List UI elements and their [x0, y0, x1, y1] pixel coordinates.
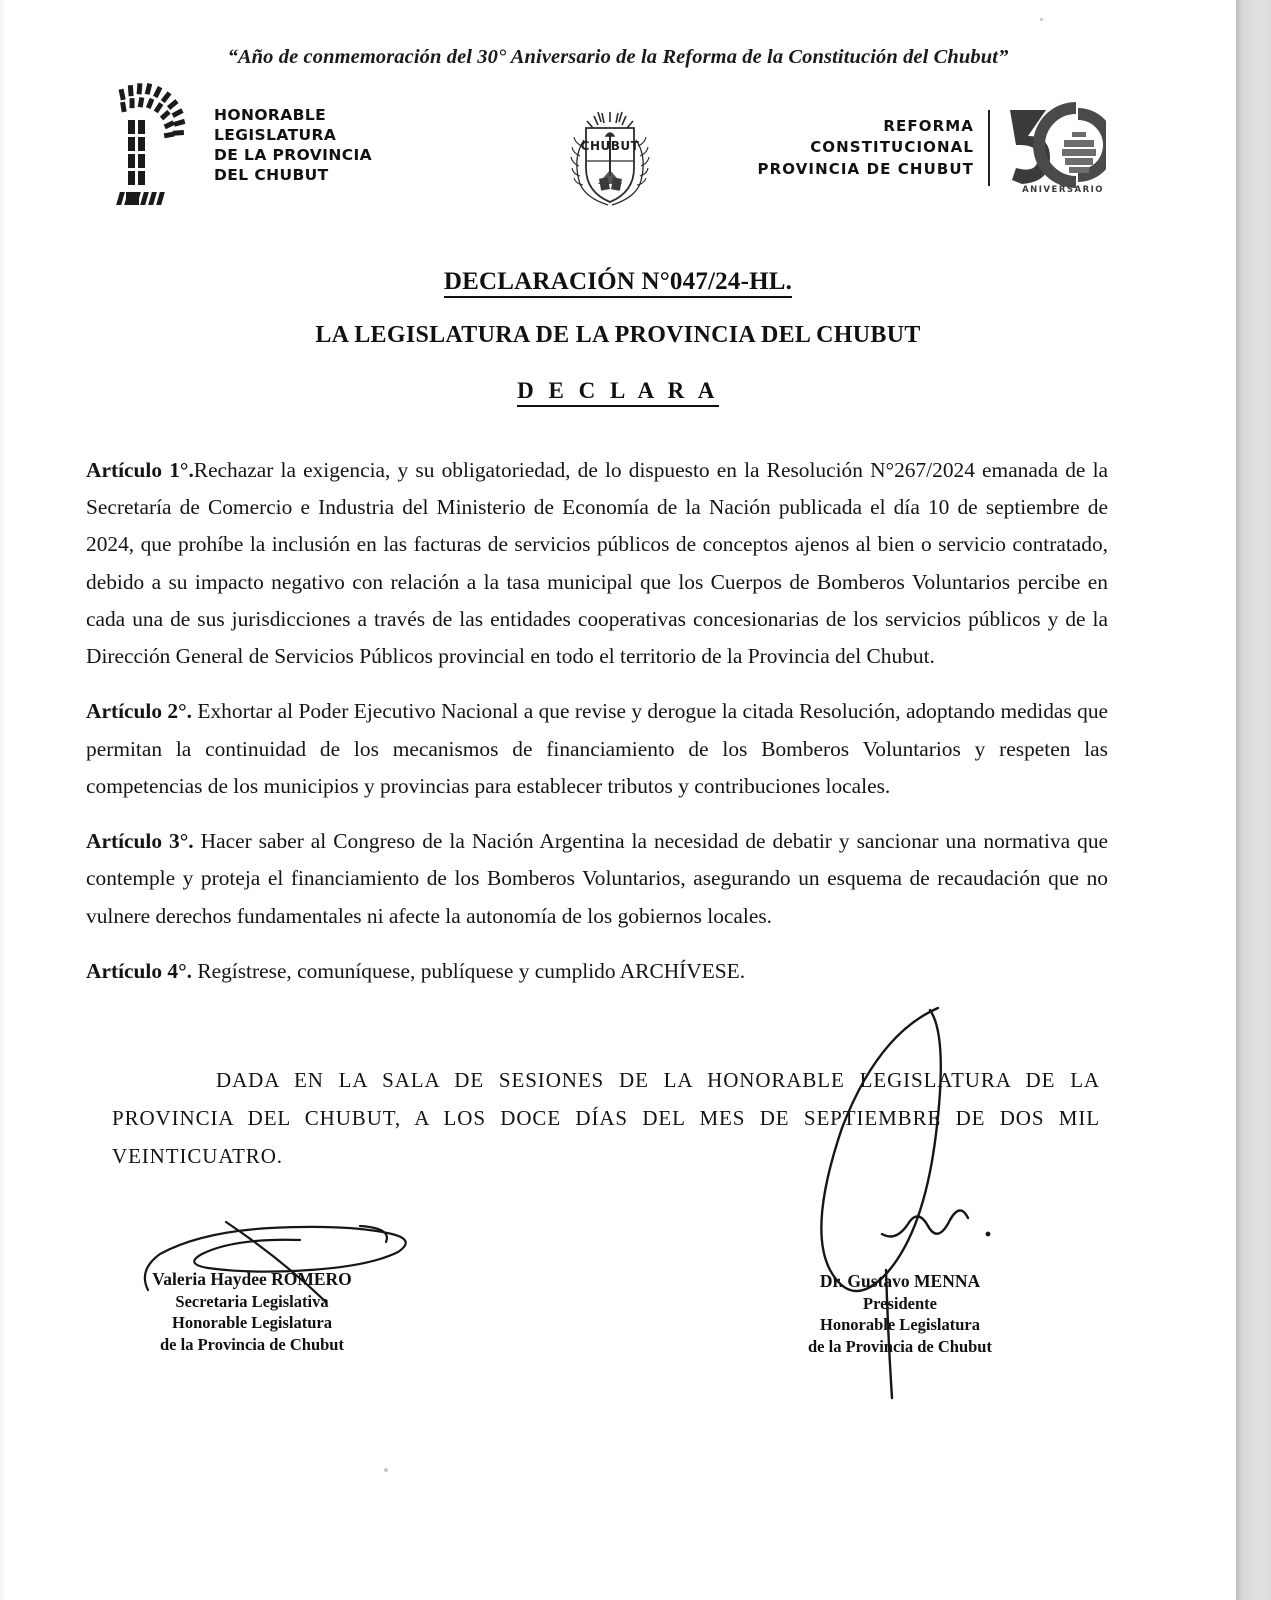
logo-divider [988, 110, 990, 186]
articles-container [86, 452, 1108, 990]
article-2 [86, 693, 1108, 805]
legislature-logo-line-4: DEL CHUBUT [214, 166, 329, 185]
declaration-number-text: DECLARACIÓN N°047/24-HL. [444, 268, 792, 298]
article-4 [86, 953, 1108, 990]
reforma-constitucional-logo [758, 102, 1106, 194]
president-org-line-2: de la Provincia de Chubut [808, 1336, 992, 1356]
legislature-logo-text [214, 105, 372, 186]
declara-heading [0, 378, 1236, 404]
article-1-label: Artículo 1°. [86, 458, 194, 482]
president-org-line-1: Honorable Legislatura [820, 1315, 980, 1335]
thirtieth-anniversary-mark [1002, 102, 1106, 194]
article-1-text: Rechazar la exigencia, y su obligatoriedad, de lo dispuesto en la Resolución N°267/2024 emanada de la Secretaría de Comercio e Industria del Ministerio de Economía de la Nación publicada el día 10 de septiembre de 2024, que prohíbe la inclusión en las facturas de servicios públicos de conceptos ajenos al bien o servicio contratado, debido a su impacto negativo con relación a la tasa municipal que los Cuerpos de Bomberos Voluntarios percibe en cada una de sus jurisdicciones a través de las entidades cooperativas concesionarias de los servicios públicos y de la Dirección General de Servicios Públicos provincial en todo el territorio de la Provincia del Chubut. [86, 458, 1108, 669]
article-2-label: Artículo 2°. [86, 699, 193, 724]
chubut-coat-of-arms-icon [556, 106, 664, 210]
secretary-org-line-2: de la Provincia de Chubut [160, 1334, 344, 1354]
closing-paragraph: DADA EN LA SALA DE SESIONES DE LA HONORABLE LEGISLATURA DE LA PROVINCIA DEL CHUBUT, A LOS DOCE DÍAS DEL MES DE SEPTIEMBRE DE DOS MIL VEINTICUATRO. [112, 1068, 1100, 1168]
legislature-subtitle: LA LEGISLATURA DE LA PROVINCIA DEL CHUBUT [315, 322, 921, 348]
article-2-text: Exhortar al Poder Ejecutivo Nacional a que revise y derogue la citada Resolución, adoptando medidas que permitan la continuidad de los mecanismos de financiamiento de los Bomberos Voluntarios y respeten las competencias de los municipios y provincias para establecer tributos y contribuciones locales. [86, 699, 1109, 798]
legislature-emblem-icon [108, 80, 200, 210]
anniversary-word: ANIVERSARIO [1022, 185, 1104, 195]
anniversary-30-icon [1002, 102, 1106, 194]
article-3-text: Hacer saber al Congreso de la Nación Argentina la necesidad de debatir y sancionar una normativa que contemple y proteja el financiamiento de los Bomberos Voluntarios, asegurando un esquema de recaudación que no vulnere derechos fundamentales ni afecte la autonomía de los gobiernos locales. [86, 829, 1109, 928]
running-head: “Año de conmemoración del 30° Aniversario de la Reforma de la Constitución del Chubut” [227, 46, 1009, 68]
article-3-label: Artículo 3°. [86, 829, 194, 854]
reforma-logo-line-1: REFORMA [883, 117, 974, 136]
article-1 [86, 452, 1108, 675]
scan-speck [384, 1468, 388, 1472]
reforma-logo-line-2: CONSTITUCIONAL [810, 138, 974, 157]
reforma-logo-text [758, 116, 988, 180]
legislature-logo-line-3: DE LA PROVINCIA [214, 146, 373, 164]
svg-text:CHUBUT: CHUBUT [580, 139, 640, 153]
secretary-role: Secretaria Legislativa [175, 1291, 329, 1311]
page-left-edge-shading [0, 0, 6, 1600]
president-signature-block [710, 1270, 1090, 1357]
president-name: Dr. Gustavo MENNA [819, 1271, 981, 1291]
reforma-logo-line-3: PROVINCIA DE CHUBUT [757, 159, 974, 178]
secretary-name: Valeria Haydee ROMERO [152, 1269, 352, 1289]
letterhead [0, 78, 1236, 228]
honorable-legislatura-logo [108, 80, 372, 210]
secretary-signature-block [62, 1268, 442, 1355]
secretary-org-line-1: Honorable Legislatura [172, 1313, 332, 1333]
scan-speck [1040, 18, 1043, 21]
declaration-number-title [0, 268, 1236, 296]
article-4-text: Regístrese, comuníquese, publíquese y cumplido ARCHÍVESE. [191, 958, 746, 983]
article-4-label: Artículo 4°. [86, 958, 192, 983]
president-role: Presidente [863, 1293, 937, 1313]
legislature-logo-line-1: HONORABLE [214, 105, 327, 124]
declara-heading-text: D E C L A R A [517, 378, 719, 407]
page-right-gutter [1236, 0, 1271, 1600]
legislature-logo-line-2: LEGISLATURA [214, 125, 337, 144]
article-3 [86, 823, 1108, 935]
